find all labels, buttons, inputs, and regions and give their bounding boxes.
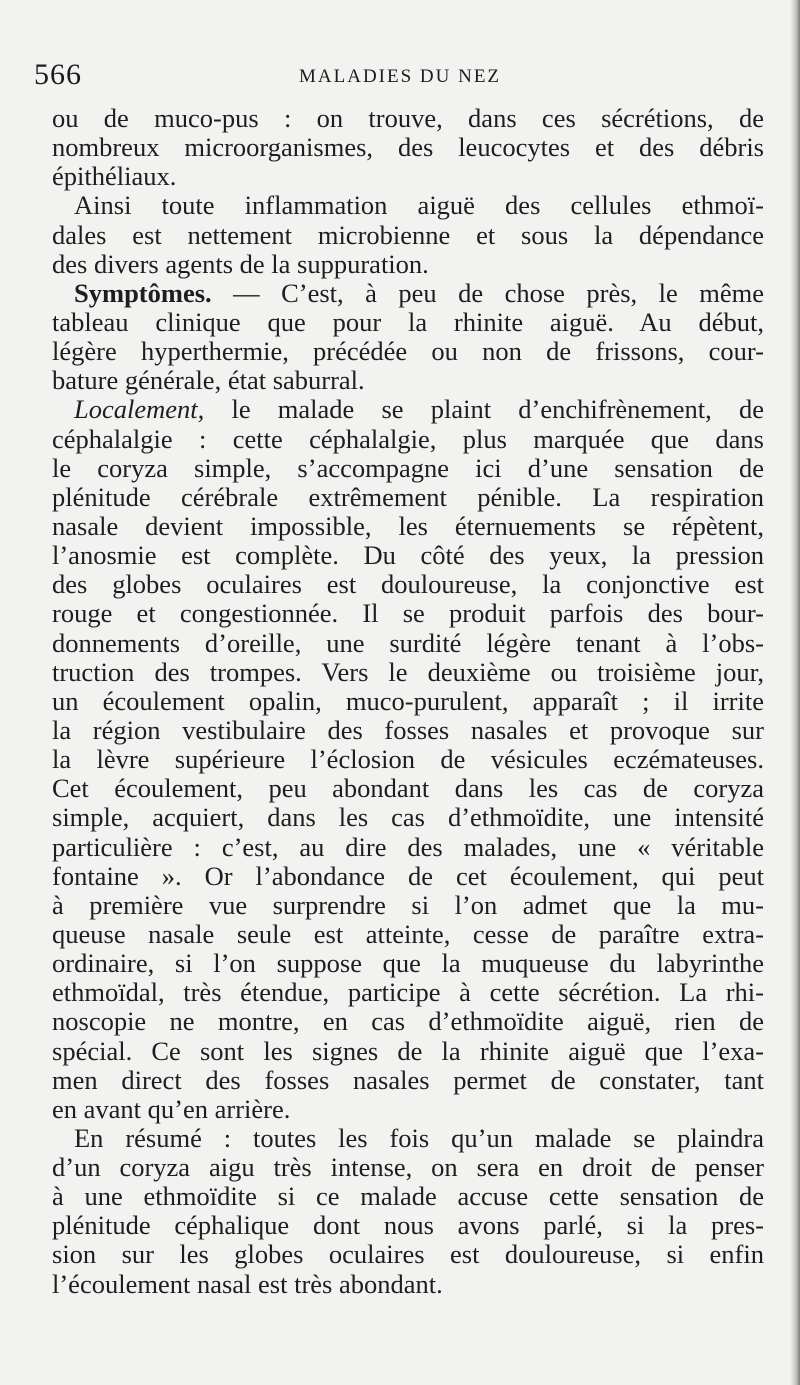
text-line: d’un coryza aigu très intense, on sera en droit de penser bbox=[52, 1152, 764, 1183]
text-line: l’écoulement nasal est très abondant. bbox=[52, 1268, 443, 1299]
text-line-symptomes bbox=[52, 279, 764, 308]
text-line: queuse nasale seule est atteinte, cesse de paraître extra- bbox=[52, 918, 764, 949]
text-line: nombreux microorganismes, des leucocytes et des débris bbox=[52, 132, 764, 163]
text-line: ordinaire, si l’on suppose que la muqueuse du labyrinthe bbox=[52, 948, 764, 979]
text-line: un écoulement opalin, muco-purulent, apparaît ; il irrite bbox=[52, 685, 764, 716]
text-line: légère hyperthermie, précédée ou non de frissons, cour- bbox=[52, 336, 764, 367]
text-line: men direct des fosses nasales permet de constater, tant bbox=[52, 1064, 764, 1095]
italic-term-localement: Localement, bbox=[74, 394, 205, 425]
text-line: Ainsi toute inflammation aiguë des cellules ethmoï- bbox=[74, 190, 764, 221]
text-line: l’anosmie est complète. Du côté des yeux, la pression bbox=[52, 540, 764, 571]
text-line: le coryza simple, s’accompagne ici d’une sensation de bbox=[52, 452, 764, 483]
text-line: rouge et congestionnée. Il se produit parfois des bour- bbox=[52, 598, 764, 629]
text-line: des divers agents de la suppuration. bbox=[52, 248, 429, 279]
text-line: céphalalgie : cette céphalalgie, plus marquée que dans bbox=[52, 423, 764, 454]
text-line: plénitude cérébrale extrêmement pénible. La respiration bbox=[52, 481, 764, 512]
text-line: la lèvre supérieure l’éclosion de vésicules eczémateuses. bbox=[52, 744, 764, 775]
text-line: à première vue surprendre si l’on admet que la mu- bbox=[52, 889, 764, 920]
text-line: ou de muco-pus : on trouve, dans ces sécrétions, de bbox=[52, 103, 764, 133]
text-line: la région vestibulaire des fosses nasales et provoque sur bbox=[52, 714, 764, 745]
text-line: Cet écoulement, peu abondant dans les cas de coryza bbox=[52, 773, 764, 804]
text-fragment: — C’est, à peu de chose près, le même bbox=[211, 277, 764, 308]
running-title: MALADIES DU NEZ bbox=[299, 66, 502, 87]
text-line: dales est nettement microbienne et sous la dépendance bbox=[52, 219, 764, 250]
text-line: spécial. Ce sont les signes de la rhinite aiguë que l’exa- bbox=[52, 1035, 764, 1066]
section-heading-symptomes: Symptômes. bbox=[74, 277, 212, 308]
text-line: simple, acquiert, dans les cas d’ethmoïdite, une intensité bbox=[52, 802, 764, 833]
page-number: 566 bbox=[34, 58, 82, 91]
text-line: en avant qu’en arrière. bbox=[52, 1093, 291, 1124]
page-header bbox=[34, 58, 764, 98]
text-line: des globes oculaires est douloureuse, la conjonctive est bbox=[52, 569, 764, 600]
text-line: noscopie ne montre, en cas d’ethmoïdite aiguë, rien de bbox=[52, 1006, 764, 1037]
text-line: donnements d’oreille, une surdité légère tenant à l’obs- bbox=[52, 627, 764, 658]
text-line: épithéliaux. bbox=[52, 161, 177, 192]
text-line: En résumé : toutes les fois qu’un malade se plaindra bbox=[74, 1122, 764, 1153]
text-line: à une ethmoïdite si ce malade accuse cette sensation de bbox=[52, 1181, 764, 1212]
text-line-localement bbox=[52, 395, 764, 424]
text-line: bature générale, état saburral. bbox=[52, 365, 365, 396]
text-line: nasale devient impossible, les éternuements se répètent, bbox=[52, 510, 764, 541]
text-line: sion sur les globes oculaires est douloureuse, si enfin bbox=[52, 1239, 764, 1270]
text-line: tableau clinique que pour la rhinite aiguë. Au début, bbox=[52, 306, 764, 337]
text-fragment: le malade se plaint d’enchifrènement, de bbox=[204, 394, 764, 425]
text-line: ethmoïdal, très étendue, participe à cette sécrétion. La rhi- bbox=[52, 977, 764, 1008]
text-line: fontaine ». Or l’abondance de cet écoulement, qui peut bbox=[52, 860, 764, 891]
text-line: plénitude céphalique dont nous avons parlé, si la pres- bbox=[52, 1210, 764, 1241]
text-line: particulière : c’est, au dire des malades, une « véritable bbox=[52, 831, 764, 862]
text-line: truction des trompes. Vers le deuxième ou troisième jour, bbox=[52, 656, 764, 687]
page-edge-shadow bbox=[790, 0, 800, 1385]
body-text bbox=[52, 104, 764, 1299]
